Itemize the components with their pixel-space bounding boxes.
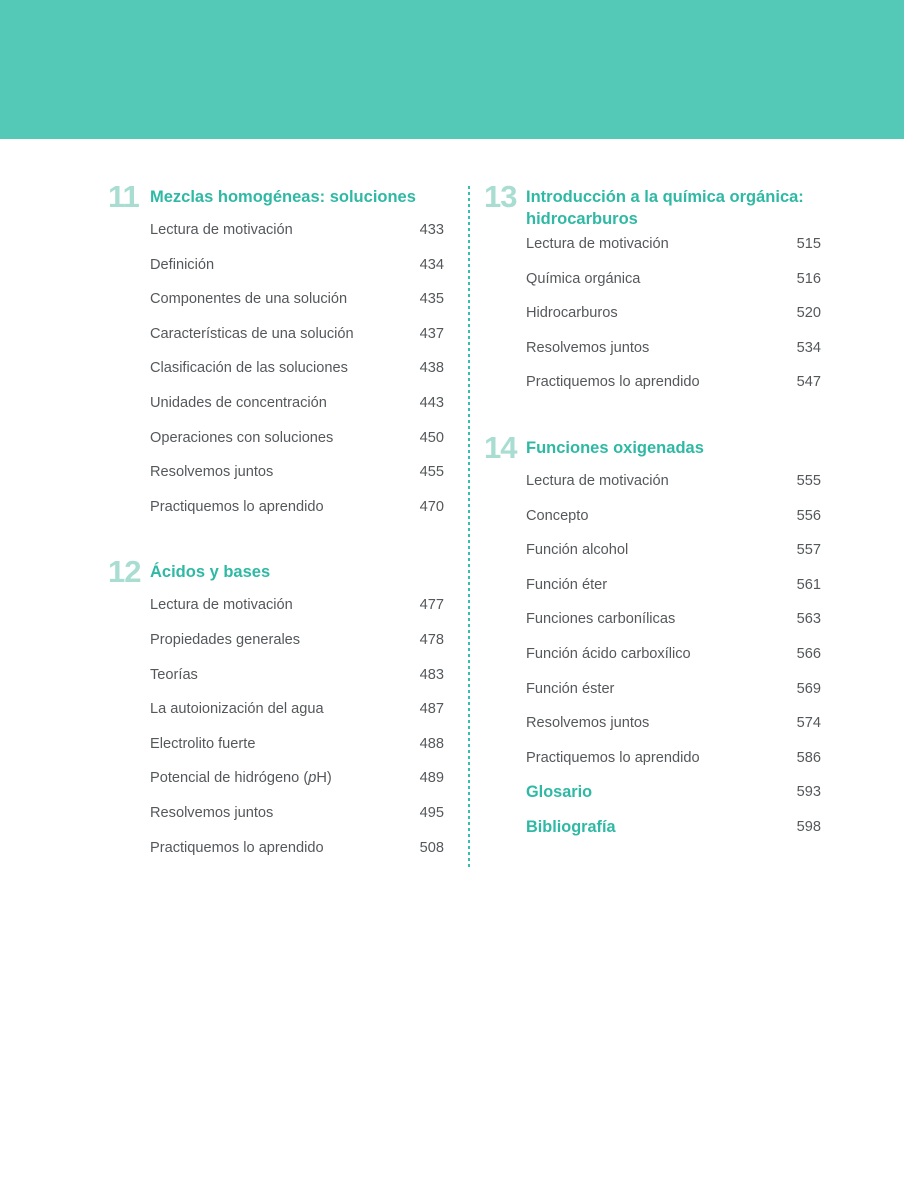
chapter-group-12 [108,554,444,872]
toc-entry[interactable] [150,358,444,393]
entry-page: 593 [796,784,821,801]
toc-column-left [108,179,444,872]
toc-entry[interactable] [526,575,821,610]
entry-label: Química orgánica [526,270,641,287]
chapter-title: Ácidos y bases [150,563,271,582]
toc-entry[interactable] [150,699,444,734]
chapter-heading-11[interactable] [108,179,444,216]
entry-list-13 [484,234,821,407]
column-divider [468,186,470,868]
toc-entry[interactable] [150,595,444,630]
toc-entry[interactable] [150,630,444,665]
entry-label: Resolvemos juntos [150,464,274,481]
entry-label-ph: Potencial de hidrógeno (pH) [150,770,332,787]
toc-entry[interactable] [526,303,821,338]
entry-page: 556 [796,507,821,524]
header-teal-band [0,0,904,139]
spacer [108,531,444,561]
back-matter-list [484,782,821,851]
entry-label: Definición [150,256,215,273]
italic-p: p [308,770,317,787]
chapter-title: Mezclas homogéneas: soluciones [150,188,416,206]
chapter-group-11 [108,179,444,531]
entry-page: 561 [796,576,821,593]
entry-page: 555 [796,472,821,489]
toc-entry[interactable] [150,289,444,324]
chapter-group-13 [484,179,821,407]
toc-entry[interactable] [526,471,821,506]
chapter-group-14 [484,429,821,782]
entry-label: Propiedades generales [150,631,301,648]
entry-page: 563 [796,611,821,628]
entry-label: Funciones carbonílicas [526,611,676,628]
toc-entry[interactable] [526,609,821,644]
toc-entry[interactable] [150,220,444,255]
toc-entry-glosario[interactable] [526,782,821,817]
entry-label: Operaciones con soluciones [150,429,334,446]
toc-entry[interactable] [150,734,444,769]
entry-page: 586 [796,749,821,766]
toc-entry[interactable] [150,838,444,873]
toc-column-right [484,179,821,852]
entry-label: Clasificación de las soluciones [150,360,348,377]
entry-page: 488 [419,735,444,752]
entry-page: 434 [419,256,444,273]
entry-label: Electrolito fuerte [150,735,256,752]
entry-page: 534 [796,339,821,356]
toc-entry[interactable] [150,462,444,497]
entry-label: Lectura de motivación [526,236,669,252]
toc-entry[interactable] [526,338,821,373]
entry-page: 433 [419,222,444,238]
toc-entry[interactable] [526,372,821,407]
chapter-number: 12 [108,554,141,590]
toc-entry[interactable] [526,713,821,748]
entry-page: 574 [796,715,821,732]
chapter-title: Funciones oxigenadas [526,438,704,457]
toc-entry[interactable] [526,234,821,269]
entry-label: Resolvemos juntos [526,715,650,732]
toc-entry[interactable] [526,748,821,783]
toc-entry[interactable] [526,269,821,304]
entry-page: 515 [796,236,821,252]
entry-label: Glosario [526,783,593,802]
toc-entry[interactable] [526,540,821,575]
entry-label: Resolvemos juntos [526,339,650,356]
entry-label: Practiquemos lo aprendido [150,498,324,515]
entry-page: 435 [419,291,444,308]
entry-page: 437 [419,325,444,342]
entry-label: Componentes de una solución [150,291,348,308]
entry-page: 566 [796,645,821,662]
toc-entry[interactable] [150,665,444,700]
entry-label: La autoionización del agua [150,701,324,718]
entry-label: Lectura de motivación [526,472,669,489]
toc-entry[interactable] [150,393,444,428]
entry-list-14 [484,471,821,782]
entry-page: 455 [419,464,444,481]
entry-page: 489 [419,770,444,787]
toc-entry[interactable] [526,506,821,541]
entry-page: 470 [419,498,444,515]
toc-entry[interactable] [150,428,444,463]
entry-page: 520 [796,305,821,322]
toc-entry[interactable] [526,679,821,714]
entry-page: 450 [419,429,444,446]
entry-page: 495 [419,804,444,821]
toc-entry[interactable] [526,644,821,679]
entry-page: 438 [419,360,444,377]
entry-page: 557 [796,542,821,559]
entry-label: Concepto [526,507,589,524]
entry-label: Bibliografía [526,817,616,836]
entry-label: Resolvemos juntos [150,804,274,821]
entry-page: 547 [796,374,821,391]
chapter-heading-12[interactable] [108,554,444,591]
entry-page: 443 [419,394,444,411]
entry-page: 516 [796,270,821,287]
entry-label: Función éster [526,680,615,697]
table-of-contents [0,139,904,1200]
entry-page: 487 [419,701,444,718]
spacer [484,407,821,437]
entry-page: 569 [796,680,821,697]
entry-label: Practiquemos lo aprendido [526,374,700,391]
chapter-heading-13[interactable] [484,179,821,230]
chapter-number: 13 [484,179,517,214]
entry-label: Practiquemos lo aprendido [526,749,700,766]
entry-label: Teorías [150,666,198,683]
toc-entry-bibliografia[interactable] [526,817,821,852]
entry-label: Lectura de motivación [150,597,293,614]
entry-label: Función éter [526,576,608,593]
entry-label: Características de una solución [150,325,354,342]
toc-entry[interactable] [150,324,444,359]
entry-page: 483 [419,666,444,683]
entry-label: Hidrocarburos [526,305,618,322]
entry-label: Unidades de concentración [150,394,327,411]
entry-page: 478 [419,631,444,648]
chapter-title: Introducción a la química orgánica: hidrocarburos [526,188,804,228]
toc-entry[interactable] [150,768,444,803]
toc-entry[interactable] [150,803,444,838]
entry-label: Practiquemos lo aprendido [150,839,324,856]
chapter-heading-14[interactable] [484,429,821,467]
entry-page: 477 [419,597,444,614]
chapter-number: 11 [108,179,139,214]
toc-entry[interactable] [150,497,444,532]
entry-label: Lectura de motivación [150,222,293,238]
entry-page: 508 [419,839,444,856]
entry-label: Función alcohol [526,542,629,559]
entry-label: Función ácido carboxílico [526,645,691,662]
toc-entry[interactable] [150,255,444,290]
chapter-number: 14 [484,429,517,465]
entry-list-12 [108,595,444,872]
entry-page: 598 [796,818,821,835]
entry-list-11 [108,220,444,531]
